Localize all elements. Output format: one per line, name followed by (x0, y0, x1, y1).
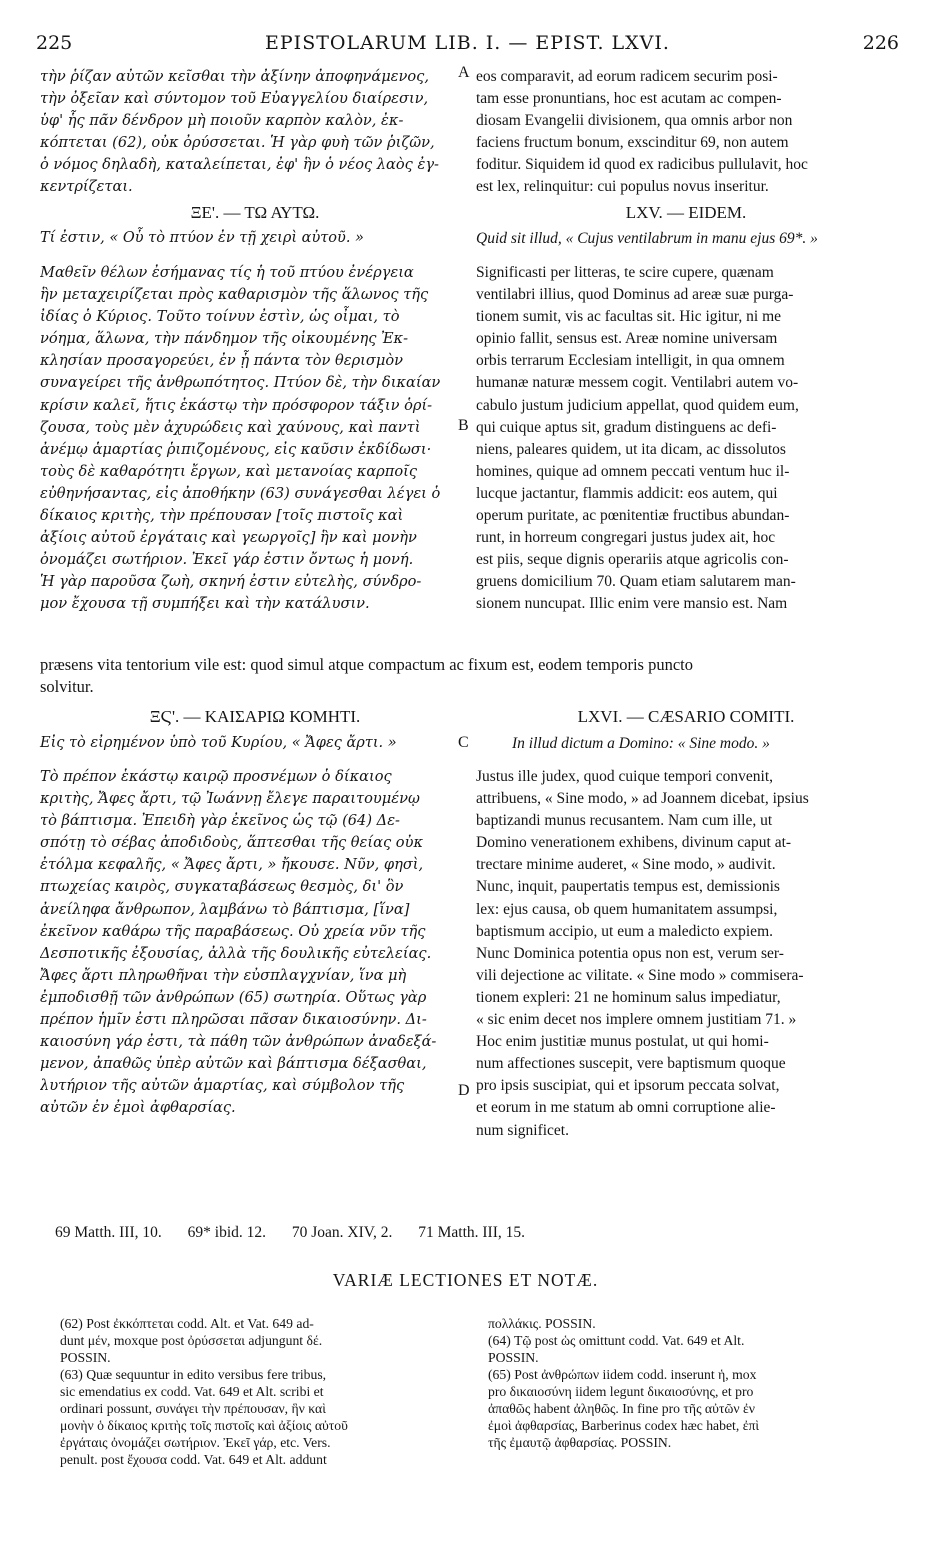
greek-column-s3 (40, 766, 470, 1120)
note-line: μονὴν ὁ δίκαιος κριτὴς τοῖς πιστοῖς καὶ ἀξίοις αὐτοῦ (60, 1418, 348, 1433)
greek-text-line: λυτήριον τῆς αὐτῶν ἁμαρτίας, καὶ σύμβολον τῆς (40, 1077, 405, 1095)
margin-marker-b: B (458, 417, 469, 434)
greek-text-line: ζουσα, τοὺς μὲν ἀχυρώδεις καὶ χαύνους, καὶ παντὶ (40, 418, 421, 436)
latin-text-line: cabulo justum judicium appellat, quod quidem eum, (476, 396, 799, 414)
note-line: POSSIN. (60, 1350, 111, 1365)
latin-text-line: orbis terrarum Ecclesiam intelligit, in qua omnem (476, 352, 785, 370)
greek-text-line: Ἡ γὰρ παροῦσα ζωὴ, σκηνή ἐστιν εὐτελὴς, σύνδρο- (40, 573, 422, 591)
latin-text-line: trectare minime auderet, « Sine modo, » audivit. (476, 856, 776, 874)
latin-text-line: opinio fallit, sensus est. Areæ nomine universam (476, 330, 778, 348)
latin-text-line: diosam Evangelii divisionem, qua omnis arbor non (476, 112, 793, 130)
latin-text-line: est piis, seque dignis operariis atque agricolis con- (476, 551, 789, 569)
greek-text-line: καιοσύνη γάρ ἐστι, τὰ πάθη τῶν ἀνθρώπων ἀναδεξά- (40, 1033, 437, 1051)
note-line: τῆς ἐμαυτῷ ἀφθαρσίας. POSSIN. (488, 1435, 672, 1450)
greek-text-line: αὐτῶν ἐν ἐμοὶ ἀφθαρσίας. (40, 1099, 236, 1117)
greek-text-line: ἀνέμῳ ἁμαρτίας ῥιπιζομένους, εἰς καῦσιν ἐκδίδωσι· (40, 440, 432, 458)
footnote-70: 70 Joan. XIV, 2. (291, 1224, 393, 1241)
running-head (36, 32, 899, 60)
latin-text-line: tionem sumit, vis ac facultas sit. Hic igitur, ni me (476, 308, 782, 326)
latin-text-line: sionem nuncupat. Illic enim vere mansio est. Nam (476, 595, 788, 613)
latin-column-s1 (476, 66, 896, 199)
note-line: dunt μέν, moxque post ὀρύσσεται adjungunt δέ. (60, 1333, 323, 1348)
greek-text-line: πρέπον ἡμῖν ἐστι πληρῶσαι πᾶσαν δικαιοσύνην. Δι- (40, 1011, 427, 1029)
latin-text-line: Domino venerationem exhibens, divinum caput at- (476, 834, 792, 852)
latin-text-line: runt, in horreum congregari justus judex ait, hoc (476, 529, 776, 547)
greek-text-line: Μαθεῖν θέλων ἐσήμανας τίς ἡ τοῦ πτύου ἐνέργεια (40, 264, 414, 281)
greek-text-line: κλησίαν προσαγορεύει, ἐν ᾗ πάντα τὸν θερισμὸν (40, 352, 404, 370)
greek-text-line: ἣν μεταχειρίζεται πρὸς καθαρισμὸν τῆς ἅλωνος τῆς (40, 286, 429, 304)
note-line: penult. post ἔχουσα codd. Vat. 649 et Alt. addunt (60, 1452, 327, 1467)
latin-text-line: ventilabri illius, quod Dominus ad areæ suæ purga- (476, 286, 794, 304)
latin-text-line: « sic enim decet nos implere omnem justitiam 71. » (476, 1011, 797, 1029)
note-line: ἀπαθῶς habent ἀληθῶς. In fine pro τῆς αὐτῶν ἐν (488, 1401, 755, 1416)
subheading-greek-66: Εἰς τὸ εἰρημένον ὑπὸ τοῦ Κυρίου, « Ἄφες ἄρτι. » (40, 735, 397, 751)
subheading-greek-65: Τί ἐστιν, « Οὗ τὸ πτύον ἐν τῇ χειρὶ αὐτοῦ. » (40, 230, 364, 246)
page-number-left: 225 (36, 32, 73, 54)
latin-text-line: num affectiones suscepit, vere baptismum quoque (476, 1055, 786, 1073)
footnotes-row (55, 1224, 876, 1242)
latin-text-line: est lex, relinquitur: cui populus novus inseritur. (476, 178, 769, 196)
note-line: pro δικαιοσύνη iidem legunt δικαιοσύνης, et pro (488, 1384, 754, 1399)
heading-latin-letter-66: LXVI. — CÆSARIO COMITI. (577, 707, 795, 726)
greek-text-line: μον ἔχουσα τῇ συμπήξει καὶ τὴν κατάλυσιν. (40, 595, 370, 613)
greek-text-line: τὴν ὀξεῖαν καὶ σύντομον τοῦ Εὐαγγελίου διαίρεσιν, (40, 90, 429, 108)
note-line: (62) Post ἐκκόπτεται codd. Alt. et Vat. 649 ad- (60, 1316, 314, 1331)
greek-text-line: δίκαιος κριτὴς, τὴν πρέπουσαν [τοῖς πιστοῖς καὶ (40, 507, 404, 525)
latin-text-line: num significet. (476, 1121, 569, 1139)
running-title: EPISTOLARUM LIB. I. — EPIST. LXVI. (265, 32, 670, 54)
latin-text-line: gruens domicilium 70. Quam etiam salutarem man- (476, 573, 796, 591)
greek-text-line: συναγείρει τῆς ἀνθρωπότητος. Πτύον δὲ, τὴν δικαίαν (40, 374, 441, 392)
margin-marker-d: D (458, 1082, 470, 1099)
margin-marker-c: C (458, 734, 469, 751)
greek-text-line: νόημα, ἅλωνα, τὴν πάνδημον τῆς οἰκουμένης Ἐκ- (40, 330, 409, 348)
variae-notes-right (488, 1315, 898, 1451)
full-width-line-1: præsens vita tentorium vile est: quod simul atque compactum ac fixum est, eodem temporis puncto (40, 655, 693, 674)
note-line: ἐργάταις ὀνομάζει σωτήριον. Ἐκεῖ γάρ, etc. Vers. (60, 1435, 331, 1450)
note-line: (65) Post ἀνθρώπων iidem codd. inserunt ἡ, mox (488, 1367, 757, 1382)
latin-text-line: vili dejectione ac vilitate. « Sine modo » commisera- (476, 966, 804, 984)
greek-text-line: τὴν ῥίζαν αὐτῶν κεῖσθαι τὴν ἀξίνην ἀποφηνάμενος, (40, 68, 429, 85)
latin-column-s3 (476, 766, 896, 1142)
latin-text-line: faciens fructum bonum, exscinditur 69, non autem (476, 134, 789, 152)
greek-text-line: τοὺς δὲ καθαρότητι ἔργων, καὶ μετανοίας καρποῖς (40, 462, 418, 480)
latin-text-line: baptismum accipio, ut eum a maledicto expiem. (476, 922, 773, 940)
latin-text-line: operum puritate, ac pœnitentiæ fructibus abundan- (476, 507, 790, 525)
page-number-right: 226 (862, 32, 899, 54)
greek-text-line: ὁ νόμος δηλαδὴ, καταλείπεται, ἐφ' ἣν ὁ νέος λαὸς ἐγ- (40, 156, 439, 174)
footnote-69a: 69* ibid. 12. (187, 1224, 267, 1241)
greek-text-line: σπότῃ τὸ σέβας ἀποδιδοὺς, ἅπτεσθαι τῆς θείας οὐκ (40, 834, 424, 852)
latin-text-line: homines, quique ad omnem peccati ventum huc il- (476, 462, 790, 480)
greek-text-line: ἐμποδισθῇ τῶν ἀνθρώπων (65) σωτηρία. Οὕτως γὰρ (40, 988, 427, 1006)
greek-text-line: ἐκεῖνον καθάρω τῆς παραβάσεως. Οὐ χρεία νῦν τῆς (40, 922, 426, 940)
greek-text-line: Ἄφες ἄρτι πληρωθῆναι τὴν εὐσπλαγχνίαν, ἵνα μὴ (40, 966, 407, 984)
latin-text-line: Nunc Dominica potentia opus non est, verum ser- (476, 944, 784, 962)
latin-column-s2 (476, 262, 896, 616)
note-line: ordinari possunt, συνάγει τὴν πρέπουσαν, ἣν καὶ (60, 1401, 326, 1416)
greek-text-line: κεντρίζεται. (40, 178, 133, 196)
variae-lectiones-title: VARIÆ LECTIONES ET NOTÆ. (332, 1270, 599, 1290)
latin-text-line: qui cuique aptus sit, gradum distinguens ac defi- (476, 418, 777, 436)
latin-text-line: eos comparavit, ad eorum radicem securim posi- (476, 68, 778, 85)
latin-text-line: tionem expleri: 21 ne hominum salus impediatur, (476, 988, 781, 1006)
note-line: sic emendatius ex codd. Vat. 649 et Alt. scribi et (60, 1384, 324, 1399)
note-line: ἐμοὶ ἀφθαρσίας, Barberinus codex hæc habet, ἐπὶ (488, 1418, 760, 1433)
latin-text-line: foditur. Siquidem id quod ex radicibus pullulavit, hoc (476, 156, 808, 174)
greek-text-line: ἀξίοις αὐτοῦ ἐργάταις καὶ γεωργοῖς] ἣν καὶ μονὴν (40, 529, 417, 547)
latin-text-line: Significasti per litteras, te scire cupere, quænam (476, 264, 774, 281)
heading-greek-letter-65: ΞΕ'. — ΤΩ ΑΥΤΩ. (190, 203, 320, 222)
greek-text-line: κόπτεται (62), οὐκ ὀρύσσεται. Ἡ γὰρ φυὴ τῶν ῥιζῶν, (40, 134, 435, 152)
greek-text-line: κρίσιν καλεῖ, ἥτις ἑκάστῳ τὴν πρόσφορον τάξιν ὁρί- (40, 396, 433, 414)
greek-text-line: τὸ βάπτισμα. Ἐπειδὴ γὰρ ἐκεῖνος ὡς τῷ (64) Δε- (40, 812, 400, 830)
greek-text-line: ὀνομάζει σωτήριον. Ἐκεῖ γάρ ἐστιν ὄντως ἡ μονή. (40, 551, 414, 569)
greek-text-line: μενον, ἀπαθῶς ὑπὲρ αὐτῶν καὶ βάπτισμα δέξασθαι, (40, 1055, 427, 1073)
full-width-line-2: solvitur. (40, 677, 94, 696)
note-line: (63) Quæ sequuntur in edito versibus fere tribus, (60, 1367, 327, 1382)
latin-text-line: baptizandi munus recusantem. Nam cum ille, ut (476, 812, 773, 830)
latin-text-line: attribuens, « Sine modo, » ad Joannem dicebat, ipsius (476, 790, 809, 808)
subheading-latin-65: Quid sit illud, « Cujus ventilabrum in manu ejus 69*. » (476, 230, 818, 247)
variae-notes-left (60, 1315, 460, 1468)
note-line: πολλάκις. POSSIN. (488, 1316, 596, 1331)
latin-text-line: lex: ejus causa, ob quem humanitatem assumpsi, (476, 900, 778, 918)
greek-text-line: ἐτόλμα κεφαλῆς, « Ἄφες ἄρτι, » ἤκουσε. Νῦν, φησὶ, (40, 856, 424, 874)
greek-text-line: κριτὴς, Ἄφες ἄρτι, τῷ Ἰωάννῃ ἔλεγε παραιτουμένῳ (40, 790, 420, 808)
note-line: (64) Τῷ post ὡς omittunt codd. Vat. 649 et Alt. (488, 1333, 745, 1348)
greek-text-line: πτωχείας καιρὸς, συγκαταβάσεως θεσμὸς, δι' ὃν (40, 878, 404, 896)
latin-text-line: humanæ naturæ messem cogit. Ventilabri autem vo- (476, 374, 799, 392)
greek-text-line: ἀνείληφα ἄνθρωπον, λαμβάνω τὸ βάπτισμα, [ἵνα] (40, 900, 410, 918)
greek-column-s1 (40, 66, 470, 199)
greek-text-line: Δεσποτικῆς ἐξουσίας, ἀλλὰ τῆς δουλικῆς εὐτελείας. (40, 944, 432, 962)
greek-text-line: εὐθηνήσαντας, εἰς ἀποθήκην (63) συνάγεσθαι λέγει ὁ (40, 484, 441, 502)
latin-text-line: lucque jactantur, flammis addicit: eos autem, qui (476, 484, 778, 502)
latin-text-line: Justus ille judex, quod cuique tempori convenit, (476, 768, 774, 785)
latin-text-line: et eorum in me statum ab omni corruptione alie- (476, 1099, 776, 1117)
latin-text-line: tam esse pronuntians, hoc est acutam ac compen- (476, 90, 782, 108)
latin-text-line: pro ipsis suscipiat, qui et ipsorum peccata solvat, (476, 1077, 780, 1095)
margin-marker-a: A (458, 64, 470, 81)
latin-text-line: niens, paleares quidem, ut ita dicam, ac dissolutos (476, 440, 786, 458)
footnote-71: 71 Matth. III, 15. (418, 1224, 525, 1241)
heading-greek-letter-66: ΞϚ'. — ΚΑΙΣΑΡΙΩ ΚΟΜΗΤΙ. (149, 707, 361, 726)
greek-text-line: Τὸ πρέπον ἑκάστῳ καιρῷ προσνέμων ὁ δίκαιος (40, 768, 392, 785)
greek-text-line: ἰδίας ὁ Κύριος. Τοῦτο τοίνυν ἐστὶν, ὡς οἶμαι, τὸ (40, 308, 400, 326)
subheading-latin-66: In illud dictum a Domino: « Sine modo. » (512, 735, 770, 752)
latin-text-line: Nunc, inquit, paupertatis tempus est, demissionis (476, 878, 780, 896)
heading-latin-letter-65: LXV. — EIDEM. (625, 203, 747, 222)
greek-column-s2 (40, 262, 470, 616)
greek-text-line: ὑφ' ἧς πᾶν δένδρον μὴ ποιοῦν καρπὸν καλὸν, ἐκ- (40, 112, 404, 130)
latin-text-line: Hoc enim justitiæ munus postulat, ut qui homi- (476, 1033, 769, 1051)
note-line: POSSIN. (488, 1350, 539, 1365)
footnote-69: 69 Matth. III, 10. (55, 1224, 162, 1241)
